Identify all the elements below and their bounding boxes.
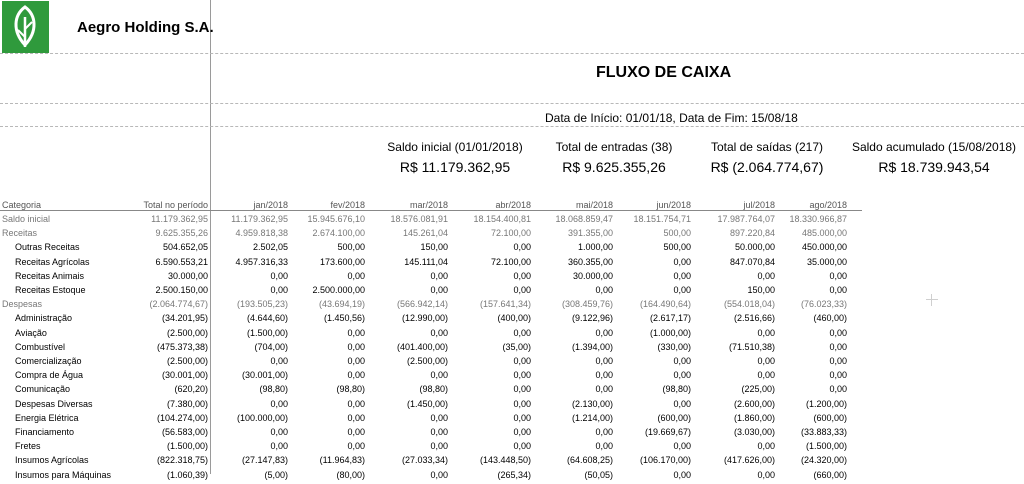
cell-value: 145.111,04 bbox=[404, 256, 448, 267]
cell-value: 150,00 bbox=[747, 285, 775, 295]
cell-value: 173.600,00 bbox=[319, 256, 365, 267]
row-label: Despesas bbox=[2, 299, 43, 310]
cell-value: 0,00 bbox=[513, 384, 531, 395]
cell-value: 0,00 bbox=[430, 285, 448, 295]
cell-cursor-marker bbox=[926, 299, 938, 300]
row-label: Receitas Agrícolas bbox=[15, 256, 90, 267]
cell-value: 0,00 bbox=[829, 327, 847, 338]
cell-value: (98,80) bbox=[662, 384, 691, 395]
summary-value: R$ 9.625.355,26 bbox=[562, 159, 666, 175]
summary-label: Total de entradas (38) bbox=[555, 140, 673, 154]
row-label: Combustível bbox=[15, 341, 66, 352]
cell-value: (330,00) bbox=[657, 341, 691, 352]
divider bbox=[0, 126, 1024, 127]
cell-value: 0,00 bbox=[673, 285, 691, 295]
cell-value: (2.600,00) bbox=[733, 398, 775, 409]
cell-value: 0,00 bbox=[347, 412, 365, 423]
cell-value: (2.617,17) bbox=[649, 313, 691, 324]
cell-value: (19.669,67) bbox=[644, 427, 691, 437]
cell-value: 0,00 bbox=[757, 356, 775, 366]
cell-total: (7.380,00) bbox=[166, 398, 208, 409]
cell-value: 0,00 bbox=[347, 398, 365, 409]
cell-value: 0,00 bbox=[430, 469, 448, 480]
cell-total: (822.318,75) bbox=[156, 455, 208, 466]
cell-value: (27.147,83) bbox=[241, 455, 288, 466]
cell-value: 0,00 bbox=[347, 341, 365, 352]
date-range: Data de Início: 01/01/18, Data de Fim: 15/08/18 bbox=[545, 111, 798, 125]
cell-value: 72.100,00 bbox=[490, 228, 531, 239]
cell-value: 0,00 bbox=[595, 370, 613, 381]
row-label: Despesas Diversas bbox=[15, 398, 93, 409]
cell-total: 504.652,05 bbox=[162, 242, 208, 253]
cell-value: (5,00) bbox=[264, 469, 288, 480]
cell-value: (554.018,04) bbox=[723, 299, 775, 310]
cell-value: 0,00 bbox=[595, 285, 613, 295]
cell-value: (660,00) bbox=[813, 469, 847, 480]
cell-value: 0,00 bbox=[595, 356, 613, 366]
cell-value: 0,00 bbox=[513, 356, 531, 366]
cell-value: 0,00 bbox=[270, 270, 288, 281]
cell-value: (98,80) bbox=[336, 384, 365, 395]
cell-value: 0,00 bbox=[513, 327, 531, 338]
cell-value: 0,00 bbox=[673, 256, 691, 267]
cell-total: 30.000,00 bbox=[167, 270, 208, 281]
cell-value: (600,00) bbox=[657, 412, 691, 423]
column-divider bbox=[210, 0, 211, 474]
cell-value: 0,00 bbox=[673, 270, 691, 281]
cell-value: (566.942,14) bbox=[396, 299, 448, 310]
cell-value: (106.170,00) bbox=[639, 455, 691, 466]
cell-value: 0,00 bbox=[673, 398, 691, 409]
cell-value: 50.000,00 bbox=[734, 242, 775, 253]
summary-saldo-acumulado bbox=[847, 140, 1021, 175]
cell-value: (157.641,34) bbox=[479, 299, 531, 310]
cell-value: 4.959.818,38 bbox=[235, 228, 288, 239]
cell-value: (9.122,96) bbox=[571, 313, 613, 324]
cell-value: (11.964,83) bbox=[319, 455, 365, 466]
row-label: Aviação bbox=[15, 327, 47, 338]
cell-value: (193.505,23) bbox=[236, 299, 288, 310]
cell-total: (34.201,95) bbox=[161, 313, 208, 324]
cell-value: 0,00 bbox=[347, 327, 365, 338]
cell-total: (2.500,00) bbox=[166, 327, 208, 338]
cell-value: 0,00 bbox=[513, 242, 531, 253]
header-month: ago/2018 bbox=[809, 200, 847, 210]
divider bbox=[0, 53, 1024, 54]
cell-value: (417.626,00) bbox=[723, 455, 775, 466]
cell-total: (2.064.774,67) bbox=[149, 299, 208, 310]
cell-value: (33.883,33) bbox=[800, 427, 847, 437]
cell-value: (1.450,56) bbox=[323, 313, 365, 324]
company-name: Aegro Holding S.A. bbox=[77, 19, 214, 36]
cell-value: (143.448,50) bbox=[479, 455, 531, 466]
row-label: Insumos Agrícolas bbox=[15, 455, 89, 466]
cell-value: (98,80) bbox=[419, 384, 448, 395]
cell-total: 2.500.150,00 bbox=[155, 285, 208, 295]
cell-value: (1.394,00) bbox=[571, 341, 613, 352]
cell-value: (1.500,00) bbox=[805, 441, 847, 452]
cell-value: 2.500.000,00 bbox=[312, 285, 365, 295]
cell-value: 0,00 bbox=[829, 356, 847, 366]
header-month: jul/2018 bbox=[743, 200, 775, 210]
summary-total-entradas bbox=[546, 140, 682, 175]
cell-value: 0,00 bbox=[757, 469, 775, 480]
cell-value: 0,00 bbox=[347, 441, 365, 452]
cell-value: 0,00 bbox=[829, 370, 847, 381]
cell-value: 0,00 bbox=[270, 356, 288, 366]
cell-value: 18.330.966,87 bbox=[789, 214, 847, 224]
cell-value: (30.001,00) bbox=[241, 370, 288, 381]
cell-value: 0,00 bbox=[673, 441, 691, 452]
cell-value: (98,80) bbox=[259, 384, 288, 395]
cell-value: (4.644,60) bbox=[246, 313, 288, 324]
cell-value: (704,00) bbox=[254, 341, 288, 352]
cell-value: 360.355,00 bbox=[567, 256, 613, 267]
row-label: Energia Elétrica bbox=[15, 412, 79, 423]
cell-value: 0,00 bbox=[430, 327, 448, 338]
cell-value: (2.500,00) bbox=[406, 356, 448, 366]
row-label: Fretes bbox=[15, 441, 41, 452]
cell-value: 0,00 bbox=[513, 398, 531, 409]
header-total: Total no período bbox=[143, 200, 208, 210]
cell-total: 6.590.553,21 bbox=[155, 256, 208, 267]
cell-value: (308.459,76) bbox=[561, 299, 613, 310]
summary-total-saidas bbox=[702, 140, 832, 175]
cell-value: 0,00 bbox=[595, 441, 613, 452]
cell-value: 0,00 bbox=[270, 441, 288, 452]
cell-value: 30.000,00 bbox=[572, 270, 613, 281]
cell-total: 11.179.362,95 bbox=[151, 214, 208, 224]
cell-value: (1.214,00) bbox=[571, 412, 613, 423]
cell-value: (600,00) bbox=[813, 412, 847, 423]
cell-value: 150,00 bbox=[420, 242, 448, 253]
cell-value: 0,00 bbox=[673, 370, 691, 381]
cell-total: (1.500,00) bbox=[166, 441, 208, 452]
cell-value: 0,00 bbox=[430, 412, 448, 423]
cell-total: (30.001,00) bbox=[161, 370, 208, 381]
header-month: mai/2018 bbox=[575, 200, 613, 210]
cell-value: 0,00 bbox=[757, 370, 775, 381]
summary-value: R$ (2.064.774,67) bbox=[710, 159, 824, 175]
cell-value: (1.860,00) bbox=[733, 412, 775, 423]
cell-value: 0,00 bbox=[430, 270, 448, 281]
cell-value: (27.033,34) bbox=[401, 455, 448, 466]
cell-value: (80,00) bbox=[336, 469, 365, 480]
cell-value: 18.151.754,71 bbox=[633, 214, 691, 224]
cell-value: 500,00 bbox=[663, 242, 691, 253]
cell-value: 0,00 bbox=[270, 427, 288, 437]
cell-value: 0,00 bbox=[595, 384, 613, 395]
cell-value: 0,00 bbox=[829, 341, 847, 352]
cell-value: (76.023,33) bbox=[800, 299, 847, 310]
cell-value: 0,00 bbox=[270, 398, 288, 409]
cell-value: (64.608,25) bbox=[566, 455, 613, 466]
cell-value: 0,00 bbox=[595, 427, 613, 437]
cell-value: (400,00) bbox=[497, 313, 531, 324]
header-month: fev/2018 bbox=[330, 200, 365, 210]
cell-value: (460,00) bbox=[813, 313, 847, 324]
cell-value: 0,00 bbox=[347, 356, 365, 366]
header-divider bbox=[0, 210, 862, 211]
cell-value: (225,00) bbox=[741, 384, 775, 395]
cell-value: (43.694,19) bbox=[318, 299, 365, 310]
cell-value: 0,00 bbox=[595, 327, 613, 338]
cell-value: (50,05) bbox=[584, 469, 613, 480]
cell-value: (1.450,00) bbox=[406, 398, 448, 409]
header-month: mar/2018 bbox=[409, 200, 448, 210]
cell-value: (1.500,00) bbox=[246, 327, 288, 338]
row-label: Compra de Água bbox=[15, 370, 84, 381]
row-label: Receitas Animais bbox=[15, 270, 85, 281]
cell-total: (475.373,38) bbox=[156, 341, 208, 352]
cell-value: 0,00 bbox=[673, 356, 691, 366]
summary-label: Saldo inicial (01/01/2018) bbox=[387, 140, 523, 154]
cell-value: 18.154.400,81 bbox=[473, 214, 531, 224]
cell-value: 0,00 bbox=[513, 285, 531, 295]
cell-value: 145.261,04 bbox=[402, 228, 448, 239]
cell-value: 0,00 bbox=[513, 412, 531, 423]
cell-value: 72.100,00 bbox=[490, 256, 531, 267]
cell-value: 0,00 bbox=[829, 384, 847, 395]
summary-value: R$ 18.739.943,54 bbox=[878, 159, 990, 175]
cell-value: 0,00 bbox=[757, 327, 775, 338]
header-month: jan/2018 bbox=[253, 200, 288, 210]
cell-total: (56.583,00) bbox=[161, 427, 208, 437]
leaf-logo-icon bbox=[2, 1, 49, 53]
header-month: jun/2018 bbox=[656, 200, 691, 210]
cell-value: (265,34) bbox=[497, 469, 531, 480]
cell-value: 2.674.100,00 bbox=[312, 228, 365, 239]
cell-value: 18.068.859,47 bbox=[555, 214, 613, 224]
summary-value: R$ 11.179.362,95 bbox=[399, 159, 511, 175]
cell-value: 17.987.764,07 bbox=[717, 214, 775, 224]
cell-value: 0,00 bbox=[513, 427, 531, 437]
cell-value: 2.502,05 bbox=[252, 242, 288, 253]
cell-value: 847.070,84 bbox=[729, 256, 775, 267]
cell-value: 391.355,00 bbox=[567, 228, 613, 239]
cell-value: 897.220,84 bbox=[729, 228, 775, 239]
cell-value: (12.990,00) bbox=[401, 313, 448, 324]
cell-value: 0,00 bbox=[757, 441, 775, 452]
cell-value: 0,00 bbox=[757, 270, 775, 281]
cell-value: 0,00 bbox=[829, 270, 847, 281]
cell-value: 0,00 bbox=[270, 285, 288, 295]
cell-value: (401.400,00) bbox=[396, 341, 448, 352]
cell-value: 0,00 bbox=[347, 427, 365, 437]
cell-value: 0,00 bbox=[513, 370, 531, 381]
cell-value: 18.576.081,91 bbox=[390, 214, 448, 224]
cell-value: 0,00 bbox=[829, 285, 847, 295]
cell-value: (1.000,00) bbox=[649, 327, 691, 338]
cell-value: (35,00) bbox=[502, 341, 531, 352]
summary-saldo-inicial bbox=[380, 140, 530, 175]
row-label: Outras Receitas bbox=[15, 242, 80, 253]
cell-total: (1.060,39) bbox=[166, 469, 208, 480]
row-label: Insumos para Máquinas bbox=[15, 469, 112, 480]
row-label: Receitas bbox=[2, 228, 38, 239]
cell-value: 0,00 bbox=[430, 427, 448, 437]
report-title: FLUXO DE CAIXA bbox=[596, 64, 732, 81]
header-month: abr/2018 bbox=[495, 200, 531, 210]
cell-value: 1.000,00 bbox=[577, 242, 613, 253]
row-label: Comercialização bbox=[15, 356, 82, 366]
cell-value: (24.320,00) bbox=[800, 455, 847, 466]
cell-cursor-marker bbox=[931, 294, 932, 306]
cell-value: 0,00 bbox=[513, 270, 531, 281]
cell-value: (2.130,00) bbox=[571, 398, 613, 409]
cell-value: 500,00 bbox=[663, 228, 691, 239]
row-label: Receitas Estoque bbox=[15, 285, 86, 295]
cell-total: (2.500,00) bbox=[166, 356, 208, 366]
cell-value: 35.000,00 bbox=[806, 256, 847, 267]
cell-value: 15.945.676,10 bbox=[307, 214, 365, 224]
cell-value: (164.490,64) bbox=[639, 299, 691, 310]
cell-value: (3.030,00) bbox=[733, 427, 775, 437]
cell-value: 0,00 bbox=[347, 370, 365, 381]
row-label: Administração bbox=[15, 313, 73, 324]
cell-value: 500,00 bbox=[337, 242, 365, 253]
row-label: Comunicação bbox=[15, 384, 71, 395]
cell-value: 0,00 bbox=[513, 441, 531, 452]
cell-value: 0,00 bbox=[430, 441, 448, 452]
cell-total: 9.625.355,26 bbox=[155, 228, 208, 239]
cell-value: 0,00 bbox=[673, 469, 691, 480]
row-label: Saldo inicial bbox=[2, 214, 51, 224]
cell-value: (2.516,66) bbox=[733, 313, 775, 324]
summary-label: Total de saídas (217) bbox=[710, 140, 824, 154]
cell-total: (620,20) bbox=[174, 384, 208, 395]
cell-value: 450.000,00 bbox=[801, 242, 847, 253]
cell-value: (1.200,00) bbox=[805, 398, 847, 409]
cell-value: (100.000,00) bbox=[236, 412, 288, 423]
cell-value: 485.000,00 bbox=[801, 228, 847, 239]
cell-value: 4.957.316,33 bbox=[235, 256, 288, 267]
summary-label: Saldo acumulado (15/08/2018) bbox=[851, 140, 1017, 154]
cell-value: 11.179.362,95 bbox=[231, 214, 288, 224]
cell-value: 0,00 bbox=[430, 370, 448, 381]
cell-value: (71.510,38) bbox=[728, 341, 775, 352]
cell-value: 0,00 bbox=[347, 270, 365, 281]
cell-total: (104.274,00) bbox=[156, 412, 208, 423]
divider bbox=[0, 103, 1024, 104]
row-label: Financiamento bbox=[15, 427, 75, 437]
header-categoria: Categoria bbox=[2, 200, 42, 210]
